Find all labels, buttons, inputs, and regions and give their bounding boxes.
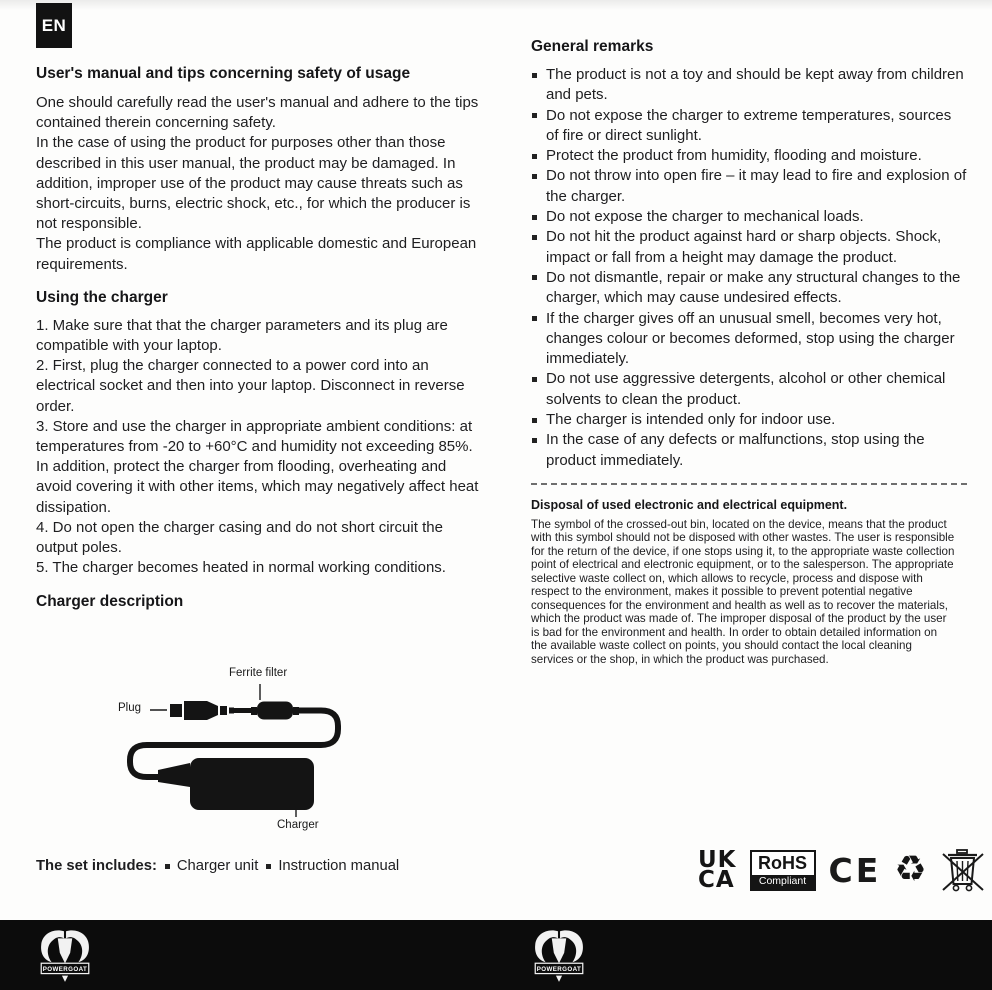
general-remarks-heading: General remarks [531,38,654,55]
crossed-out-bin-icon [940,846,986,894]
certification-marks [698,842,986,898]
powergoat-logo-icon [528,925,590,987]
step-2: 2. First, plug the charger connected to a power cord into an electrical socket and then into your laptop. Disconnect in reverse order. [36,357,465,415]
remark-item: Do not hit the product against hard or sharp objects. Shock, impact or fall from a height may damage the product. [531,227,967,268]
general-remarks-list [531,65,967,471]
manual-title: User's manual and tips concerning safety of usage [36,65,411,82]
using-charger-heading: Using the charger [36,288,168,306]
rohs-mark-icon [750,850,816,891]
charger-diagram [100,663,460,841]
ukca-line2: CA [698,867,735,893]
set-item-charger-unit: Charger unit [163,858,258,874]
set-includes-line [36,858,399,874]
rohs-compliant-label: Compliant [752,875,814,889]
set-item-instruction-manual: Instruction manual [264,858,399,874]
intro-paragraph-2: In the case of using the product for purposes other than those described in this user manual, the product may be damaged. In addition, improper use of the product may cause threats such as short-circuits, burns, electric shock, etc., for which the producer is not responsible. [36,134,471,233]
powergoat-logo-icon [34,925,96,987]
charger-description-heading: Charger description [36,593,184,611]
step-5: 5. The charger becomes heated in normal working conditions. [36,559,446,577]
ce-mark-icon: CE [828,850,882,890]
remark-item: Do not use aggressive detergents, alcohol or other chemical solvents to clean the product. [531,369,967,410]
remark-item: Do not throw into open fire – it may lead to fire and explosion of the charger. [531,166,967,207]
scan-shadow [0,0,992,10]
intro-paragraph-1: One should carefully read the user's manual and adhere to the tips contained therein concerning safety. [36,94,479,132]
remark-item: Do not expose the charger to mechanical loads. [531,207,967,227]
step-1: 1. Make sure that that the charger parameters and its plug are compatible with your laptop. [36,316,448,355]
recycle-icon: ♻ [894,849,927,890]
intro-paragraph-3: The product is compliance with applicable domestic and European requirements. [36,235,477,273]
plug-label: Plug [118,702,142,714]
ukca-mark-icon [698,847,737,893]
footer-bar [0,920,992,990]
charger-diagram-drawing [100,663,460,841]
left-column [36,65,480,611]
language-badge-label: EN [41,15,67,35]
powergoat-wordmark: POWERGOAT [42,965,88,973]
charger-label: Charger [277,819,319,831]
remark-item: The product is not a toy and should be kept away from children and pets. [531,65,967,106]
step-4: 4. Do not open the charger casing and do not short circuit the output poles. [36,518,443,557]
remark-item: The charger is intended only for indoor use. [531,410,967,430]
remark-item: Do not dismantle, repair or make any structural changes to the charger, which may cause undesired effects. [531,268,967,309]
right-column [531,38,967,666]
step-3: 3. Store and use the charger in appropriate ambient conditions: at temperatures from -20 to +60°C and humidity not exceeding 85%. In addition, protect the charger from flooding, overheating and avoid covering it with other items, which may negatively affect heat dissipation. [36,417,479,516]
ferrite-filter-label: Ferrite filter [229,667,288,679]
powergoat-wordmark: POWERGOAT [536,965,582,973]
disposal-heading: Disposal of used electronic and electrical equipment. [531,497,848,512]
remark-item: In the case of any defects or malfunctions, stop using the product immediately. [531,430,967,471]
remark-item: Do not expose the charger to extreme temperatures, sources of fire or direct sunlight. [531,106,967,147]
dashed-divider [531,483,967,485]
set-includes-label: The set includes: [36,858,157,874]
disposal-text: The symbol of the crossed-out bin, located on the device, means that the product with this symbol should not be disposed with other wastes. The user is responsible for the return of the device, if one stops using it, to the appropriate waste collection point of electrical and electronic equipment, or to the salesperson. The appropriate selective waste collect on, which allows to recycle, process and dispose with respect to the environment, makes it possible to prevent potential negative consequences for the environment and health as well as to recover the materials, which the product was made of. The improper disposal of the product by the user is bad for the environment and health. In order to obtain detailed information on the available waste collect on points, you should contact the local cleaning services or the shop, in which the product was purchased. [531,517,955,666]
rohs-label: RoHS [758,852,807,873]
ukca-line1: UK [698,847,737,873]
language-badge [36,3,72,48]
remark-item: Protect the product from humidity, flooding and moisture. [531,146,967,166]
remark-item: If the charger gives off an unusual smell, becomes very hot, changes colour or becomes deformed, stop using the charger immediately. [531,309,967,370]
